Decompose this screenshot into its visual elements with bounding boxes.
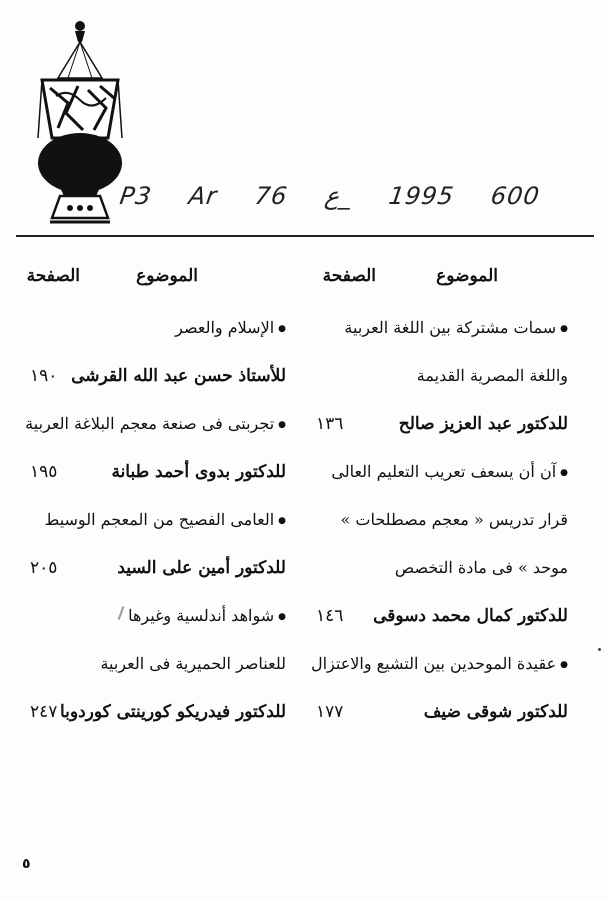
bullet-icon [556,462,568,481]
page-number: ٥ [22,856,31,872]
toc-author [424,702,568,722]
header-page-left: الصفحة [26,266,80,286]
toc-title [311,654,568,673]
toc-author [373,606,568,626]
toc-title [395,558,568,577]
annotation-part: Ar [187,182,220,210]
toc-page-number: ٢٠٥ [30,558,58,578]
toc-page-number: ١٣٦ [316,414,344,434]
toc-text: سمات مشتركة بين اللغة العربية [344,318,557,337]
toc-author [60,702,286,722]
toc-text: للأستاذ حسن عبد الله القرشى [71,366,286,386]
toc-title [417,366,568,385]
toc-text: شواهد أندلسية وغيرها [128,606,275,625]
toc-title [45,510,287,529]
toc-text: العامى الفصيح من المعجم الوسيط [44,510,275,529]
scan-mark [598,648,601,651]
toc-text: آن أن يسعف تعريب التعليم العالى [331,462,557,481]
toc-page-number: ١٧٧ [316,702,344,722]
toc-page-number: ١٩٠ [30,366,58,386]
toc-text: للدكتور عبد العزيز صالح [398,414,568,434]
toc-text: تجربتى فى صنعة معجم البلاغة العربية [25,414,275,433]
toc-title [331,462,568,481]
toc-title [25,414,286,433]
toc-title [341,510,568,529]
toc-text: للدكتور شوقى ضيف [423,702,568,722]
bullet-icon [556,654,568,673]
annotation-part: 76 [252,182,290,210]
header-divider [16,235,594,237]
handwritten-annotation [120,176,540,216]
toc-text: الإسلام والعصر [175,318,275,337]
toc-text: واللغة المصرية القديمة [416,366,568,385]
toc-text: موحد » فى مادة التخصص [394,558,568,577]
toc-text: عقيدة الموحدين بين التشيع والاعتزال [310,654,557,673]
scan-mark [118,606,125,620]
toc-title [128,606,286,625]
toc-text: للدكتور أمين على السيد [117,558,286,578]
header-page-right: الصفحة [322,266,376,286]
bullet-icon [274,318,286,337]
toc-author [117,558,286,578]
annotation-part: 600 [489,182,542,210]
toc-title [175,318,286,337]
bullet-icon [556,318,568,337]
bullet-icon [274,414,286,433]
toc-author [71,366,286,386]
annotation-part: P3 [118,182,154,210]
toc-page-number: ١٤٦ [316,606,344,626]
toc-author [111,462,286,482]
bullet-icon [274,510,286,529]
header-topic-left: الموضوع [136,266,198,286]
toc-text: للعناصر الحميرية فى العربية [100,654,286,673]
annotation-part: 1995 [386,182,456,210]
annotation-part: ع_ [322,182,354,210]
lantern-illustration [28,18,124,228]
toc-text: للدكتور فيدريكو كورينتى كوردوبا [59,702,286,722]
bullet-icon [274,606,286,625]
toc-text: قرار تدريس « معجم مصطلحات » [340,510,568,529]
toc-title [344,318,568,337]
toc-title [100,654,286,673]
toc-text: للدكتور كمال محمد دسوقى [373,606,568,626]
toc-text: للدكتور بدوى أحمد طبانة [111,462,286,482]
toc-author [399,414,568,434]
toc-page-number: ٢٤٧ [30,702,58,722]
header-topic-right: الموضوع [436,266,498,286]
toc-page-number: ١٩٥ [30,462,58,482]
